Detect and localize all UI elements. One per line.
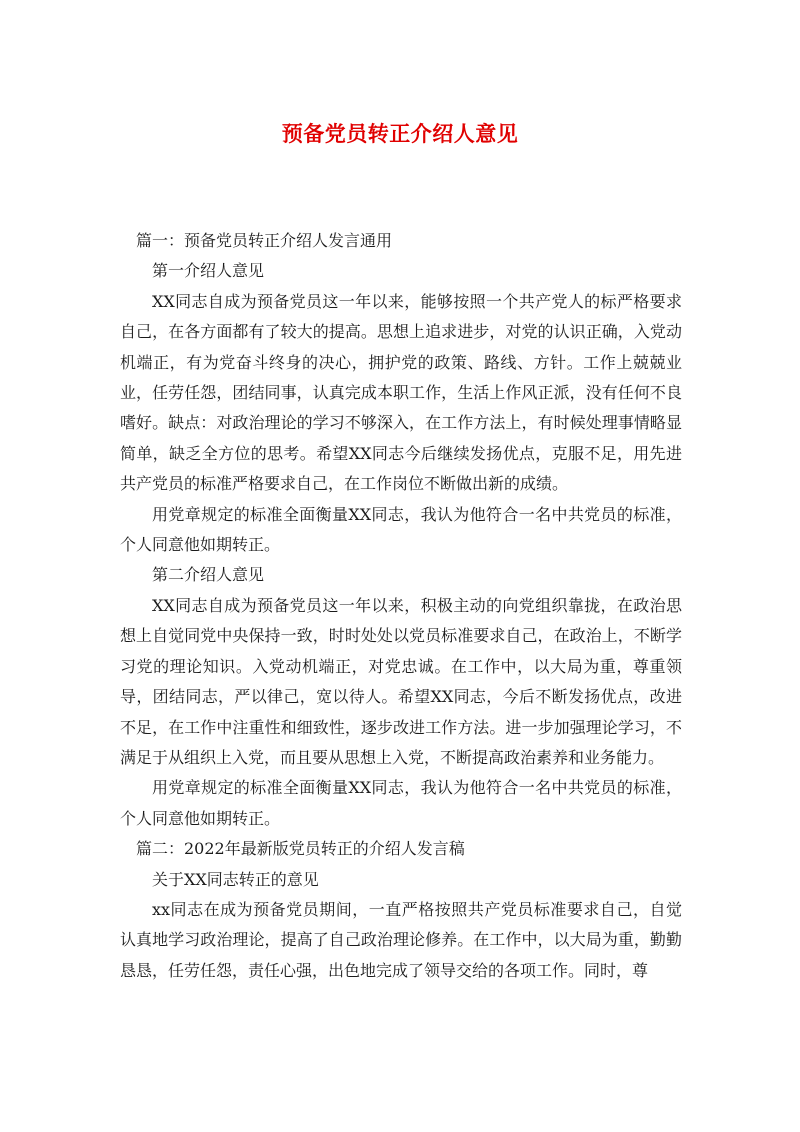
intro2-heading: 第二介绍人意见	[152, 565, 265, 585]
intro2-paragraph-2: 用党章规定的标准全面衡量XX同志，我认为他符合一名中共党员的标准，个人同意他如期转正。	[120, 778, 682, 828]
part2-heading: 篇二：2022年最新版党员转正的介绍人发言稿	[136, 839, 465, 859]
intro1-paragraph-1: XX同志自成为预备党员这一年以来，能够按照一个共产党人的标严格要求自己，在各方面都有了较大的提高。思想上追求进步，对党的认识正确，入党动机端正，有为党奋斗终身的决心，拥护党的政策、路线、方针。工作上兢兢业业，任劳任怨，团结同事，认真完成本职工作，生活上作风正派，没有任何不良嗜好。缺点：对政治理论的学习不够深入，在工作方法上，有时候处理事情略显简单，缺乏全方位的思考。希望XX同志今后继续发扬优点，克服不足，用先进共产党员的标准严格要求自己，在工作岗位不断做出新的成绩。	[120, 291, 682, 494]
intro1-heading: 第一介绍人意见	[152, 261, 265, 281]
document-body	[120, 226, 682, 986]
intro1-paragraph-2: 用党章规定的标准全面衡量XX同志，我认为他符合一名中共党员的标准，个人同意他如期转正。	[120, 504, 682, 555]
document-title: 预备党员转正介绍人意见	[281, 122, 519, 146]
part1-heading: 篇一：预备党员转正介绍人发言通用	[136, 231, 393, 250]
intro2-paragraph-1: XX同志自成为预备党员这一年以来，积极主动的向党组织靠拢，在政治思想上自觉同党中央保持一致，时时处处以党员标准要求自己，在政治上，不断学习党的理论知识。入党动机端正，对党忠诚。在工作中，以大局为重，尊重领导，团结同志，严以律己，宽以待人。希望XX同志，今后不断发扬优点，改进不足，在工作中注重性和细致性，逐步改进工作方法。进一步加强理论学习，不满足于从组织上入党，而且要从思想上入党，不断提高政治素养和业务能力。	[120, 595, 682, 767]
opinion-paragraph-1: xx同志在成为预备党员期间，一直严格按照共产党员标准要求自己，自觉认真地学习政治理论，提高了自己政治理论修养。在工作中，以大局为重，勤勤恳恳，任劳任怨，责任心强，出色地完成了领导交给的各项工作。同时，尊	[120, 899, 682, 980]
opinion-heading: 关于XX同志转正的意见	[152, 869, 319, 889]
